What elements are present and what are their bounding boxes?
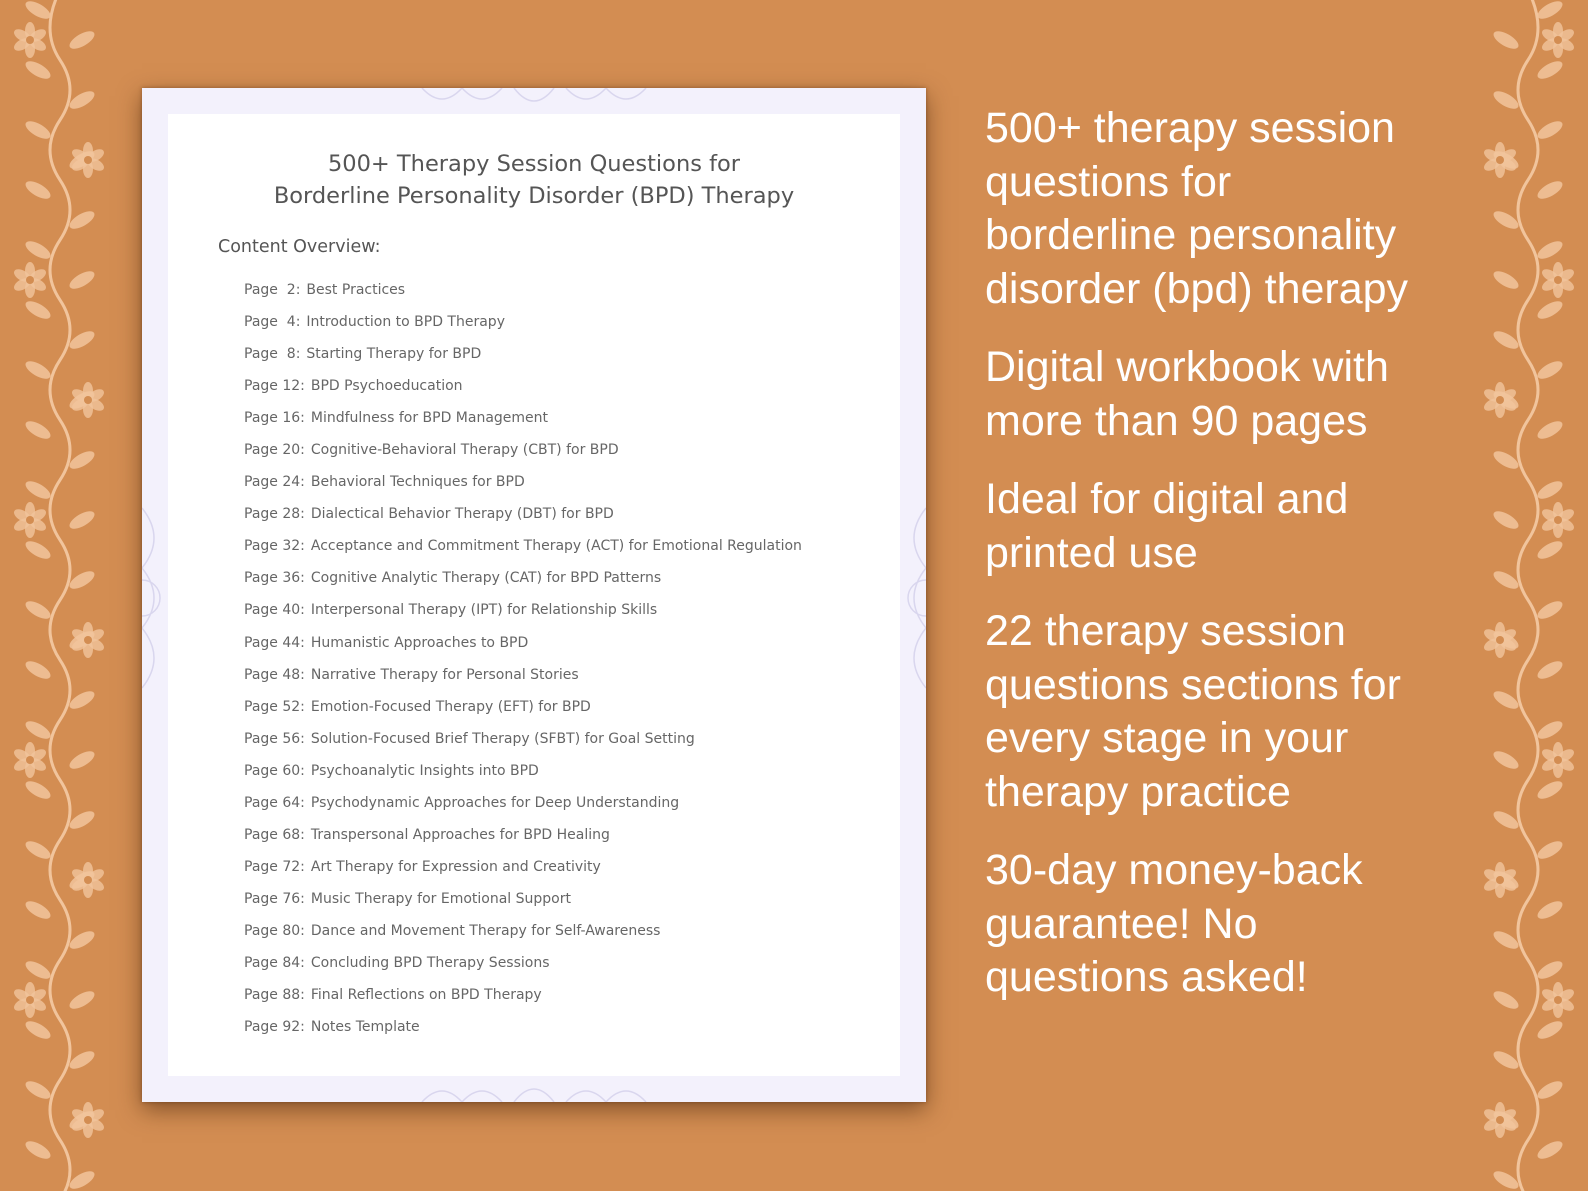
toc-item [244, 763, 802, 795]
toc-item [244, 699, 802, 731]
feature-text [985, 341, 1575, 448]
toc-page-number: Page 92: [244, 1019, 305, 1036]
toc-item [244, 506, 802, 538]
toc-item-label: Cognitive Analytic Therapy (CAT) for BPD Patterns [310, 570, 662, 587]
document-title-line-1: 500+ Therapy Session Questions for [327, 151, 741, 177]
toc-item [244, 378, 802, 410]
toc-item-label: Introduction to BPD Therapy [306, 314, 505, 331]
toc-page-number: Page 36: [244, 570, 305, 587]
toc-item [244, 346, 802, 378]
toc-item [244, 474, 802, 506]
toc-item-label: Notes Template [310, 1019, 420, 1036]
toc-item [244, 538, 802, 570]
toc-item-label: Cognitive-Behavioral Therapy (CBT) for BPD [310, 442, 619, 459]
feature-line: questions for [985, 157, 1232, 206]
toc-item [244, 859, 802, 891]
toc-item-label: Best Practices [306, 282, 406, 298]
toc-item-label: Psychoanalytic Insights into BPD [310, 762, 539, 779]
feature-line: borderline personality [985, 211, 1397, 259]
toc-item [244, 410, 802, 442]
toc-item-label: Dialectical Behavior Therapy (DBT) for BPD [310, 506, 614, 523]
toc-item-label: Acceptance and Commitment Therapy (ACT) for Emotional Regulation [310, 538, 802, 555]
toc-item [244, 795, 802, 827]
feature-text [985, 102, 1575, 316]
toc-item [244, 731, 802, 763]
toc-item-label: Concluding BPD Therapy Sessions [310, 954, 550, 971]
toc-item [244, 987, 802, 1019]
document-preview [142, 88, 926, 1102]
toc-item-label: Final Reflections on BPD Therapy [310, 987, 542, 1004]
toc-item-label: Transpersonal Approaches for BPD Healing [310, 826, 610, 843]
toc-page-number: Page 2: [244, 282, 301, 298]
feature-list [985, 102, 1575, 1030]
toc-item [244, 602, 802, 634]
feature-line: disorder (bpd) therapy [985, 264, 1409, 313]
toc-item-label: Emotion-Focused Therapy (EFT) for BPD [310, 698, 591, 715]
toc-item [244, 891, 802, 923]
feature-text [985, 844, 1575, 1005]
toc-item-label: Narrative Therapy for Personal Stories [310, 666, 579, 683]
toc-page-number: Page 60: [244, 762, 305, 779]
feature-line: more than 90 pages [985, 396, 1368, 445]
toc-page-number: Page 4: [244, 314, 301, 331]
toc-page-number: Page 48: [244, 666, 305, 683]
toc-item-label: Art Therapy for Expression and Creativity [310, 858, 601, 875]
toc-page-number: Page 64: [244, 794, 305, 811]
document-title [168, 148, 900, 212]
toc-item-label: Music Therapy for Emotional Support [310, 890, 571, 907]
toc-page-number: Page 40: [244, 602, 305, 619]
toc-page-number: Page 80: [244, 922, 305, 939]
toc-page-number: Page 88: [244, 987, 305, 1004]
feature-line: Ideal for digital and [985, 475, 1349, 523]
toc-page-number: Page 84: [244, 954, 305, 971]
feature-line: questions sections for [985, 660, 1401, 709]
document-title-line-2: Borderline Personality Disorder (BPD) Therapy [273, 183, 795, 209]
toc-item [244, 282, 802, 314]
toc-item-label: Solution-Focused Brief Therapy (SFBT) for Goal Setting [310, 730, 695, 747]
toc-item [244, 314, 802, 346]
feature-text [985, 473, 1575, 580]
toc-item [244, 667, 802, 699]
content-overview-heading: Content Overview: [218, 237, 381, 257]
toc-page-number: Page 72: [244, 858, 305, 875]
toc-item-label: Interpersonal Therapy (IPT) for Relationship Skills [310, 602, 658, 619]
floral-vine-left-icon [0, 0, 110, 1191]
feature-line: guarantee! No [985, 899, 1258, 948]
toc-page-number: Page 16: [244, 410, 305, 427]
table-of-contents [244, 282, 802, 1051]
feature-line: printed use [985, 528, 1198, 577]
feature-line: 30-day money-back [985, 846, 1363, 894]
toc-item-label: Psychodynamic Approaches for Deep Understanding [310, 794, 680, 811]
toc-item [244, 827, 802, 859]
toc-page-number: Page 56: [244, 730, 305, 747]
toc-item [244, 1019, 802, 1051]
toc-item [244, 570, 802, 602]
feature-text [985, 605, 1575, 819]
toc-item-label: Mindfulness for BPD Management [310, 410, 549, 427]
toc-page-number: Page 12: [244, 378, 305, 395]
feature-line: every stage in your [985, 714, 1349, 762]
toc-item-label: Dance and Movement Therapy for Self-Awareness [310, 922, 661, 939]
toc-page-number: Page 44: [244, 634, 305, 651]
toc-page-number: Page 28: [244, 506, 305, 523]
feature-line: questions asked! [985, 953, 1308, 1001]
toc-item-label: BPD Psychoeducation [310, 378, 463, 395]
toc-item-label: Behavioral Techniques for BPD [310, 474, 525, 491]
toc-page-number: Page 52: [244, 698, 305, 715]
toc-page-number: Page 68: [244, 826, 305, 843]
feature-line: Digital workbook with [985, 343, 1389, 391]
feature-line: therapy practice [985, 767, 1291, 816]
toc-item [244, 923, 802, 955]
toc-item [244, 635, 802, 667]
toc-item [244, 955, 802, 987]
toc-page-number: Page 32: [244, 538, 305, 555]
toc-page-number: Page 20: [244, 442, 305, 459]
toc-item-label: Starting Therapy for BPD [306, 346, 482, 363]
document-page [168, 114, 900, 1076]
toc-page-number: Page 24: [244, 474, 305, 491]
feature-line: 22 therapy session [985, 607, 1346, 655]
toc-page-number: Page 8: [244, 346, 301, 363]
toc-item-label: Humanistic Approaches to BPD [310, 634, 529, 651]
feature-line: 500+ therapy session [985, 104, 1395, 152]
toc-item [244, 442, 802, 474]
toc-page-number: Page 76: [244, 890, 305, 907]
